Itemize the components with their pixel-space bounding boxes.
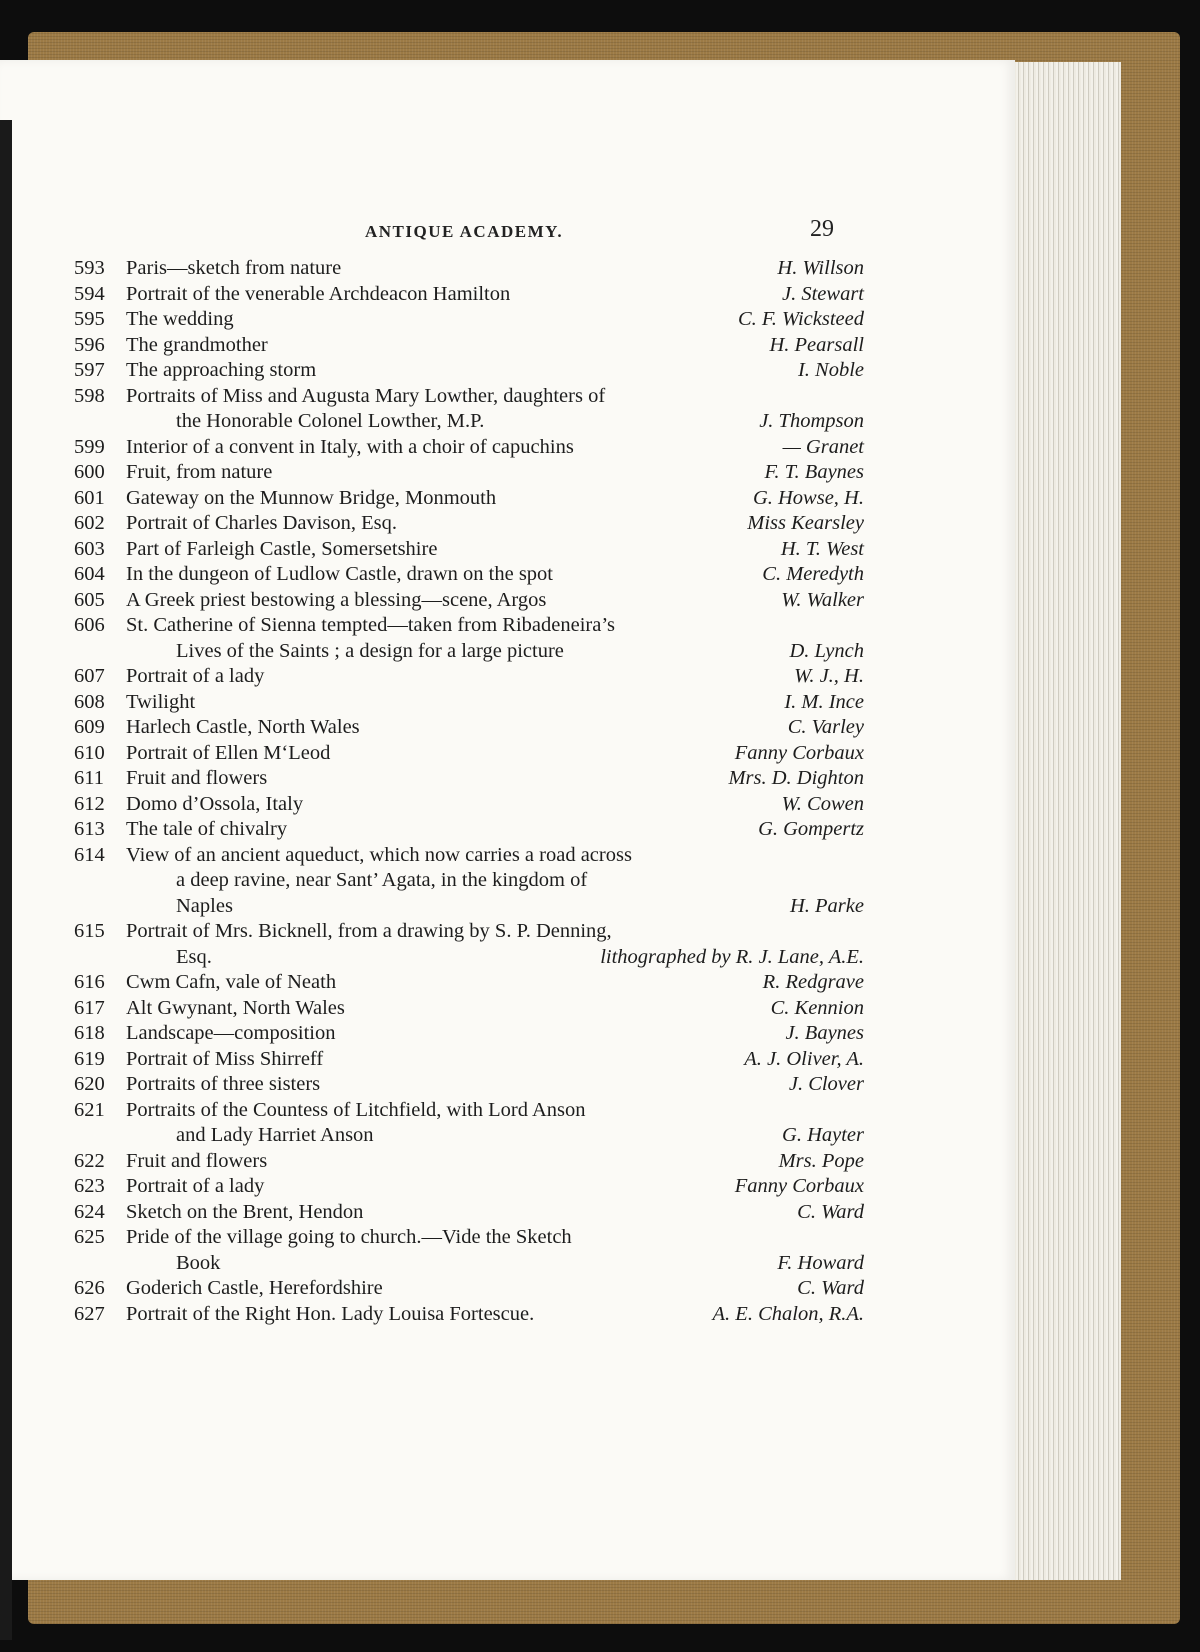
- entry-number: 626: [74, 1277, 105, 1299]
- entry-title: Portraits of Miss and Augusta Mary Lowther, daughters of: [126, 384, 606, 407]
- entry-title: Portrait of Ellen M‘Leod: [126, 741, 331, 764]
- entry-line: [74, 741, 864, 767]
- entry-artist: I. Noble: [797, 359, 864, 381]
- entry-number: 593: [74, 257, 105, 279]
- entry-line: [74, 919, 864, 945]
- entry-artist: H. T. West: [780, 537, 864, 560]
- entry-number: 610: [74, 741, 105, 764]
- entry-title: St. Catherine of Sienna tempted—taken from Ribadeneira’s: [126, 614, 616, 636]
- entry-line: [74, 1302, 864, 1328]
- entry-number: 596: [74, 333, 105, 356]
- entry-line: [74, 1149, 864, 1175]
- entry-title: Portrait of the Right Hon. Lady Louisa Fortescue.: [126, 1302, 535, 1325]
- entry-line: [74, 282, 864, 308]
- entry-line: [74, 435, 864, 461]
- entry-title: Portraits of three sisters: [126, 1073, 321, 1095]
- entry-continuation-line: [74, 409, 864, 435]
- entry-number: 615: [74, 920, 105, 942]
- entry-title: Portrait of Miss Shirreff: [126, 1047, 324, 1070]
- entry-artist: C. Kennion: [770, 996, 864, 1019]
- entry-number: 622: [74, 1149, 105, 1172]
- entry-title: Interior of a convent in Italy, with a choir of capuchins: [126, 435, 574, 458]
- entry-line: [74, 1098, 864, 1124]
- entry-line: [74, 1021, 864, 1047]
- entry-artist: — Granet: [782, 435, 864, 458]
- entry-line: [74, 562, 864, 588]
- entry-number: 613: [74, 818, 105, 840]
- entry-number: 598: [74, 384, 105, 407]
- entry-title: Esq.: [176, 945, 212, 968]
- entry-artist: I. M. Ince: [784, 690, 864, 713]
- entry-number: 614: [74, 843, 105, 866]
- entry-number: 621: [74, 1098, 105, 1121]
- entry-line: [74, 766, 864, 792]
- entry-title: Book: [176, 1251, 221, 1274]
- entry-artist: J. Stewart: [782, 282, 864, 305]
- entry-line: [74, 384, 864, 410]
- entry-artist: D. Lynch: [789, 639, 864, 662]
- entry-artist: J. Clover: [788, 1073, 864, 1095]
- entry-title: The wedding: [126, 308, 234, 330]
- entry-number: 600: [74, 461, 105, 483]
- entry-title: a deep ravine, near Sant’ Agata, in the kingdom of: [176, 869, 588, 891]
- entry-artist: lithographed by R. J. Lane, A.E.: [600, 945, 864, 968]
- entry-line: [74, 307, 864, 333]
- entry-artist: J. Baynes: [785, 1022, 864, 1044]
- entry-title: the Honorable Colonel Lowther, M.P.: [176, 410, 485, 432]
- entry-number: 612: [74, 792, 105, 815]
- entry-title: Sketch on the Brent, Hendon: [126, 1200, 364, 1223]
- entry-title: The grandmother: [126, 333, 268, 356]
- entry-title: Landscape—composition: [126, 1022, 336, 1044]
- entry-artist: Mrs. D. Dighton: [728, 767, 864, 789]
- entry-number: 595: [74, 308, 105, 330]
- entry-title: Portraits of the Countess of Litchfield, with Lord Anson: [126, 1098, 586, 1121]
- entry-line: [74, 1174, 864, 1200]
- entry-title: A Greek priest bestowing a blessing—scene, Argos: [126, 588, 547, 611]
- entry-title: Portrait of the venerable Archdeacon Hamilton: [126, 282, 511, 305]
- entry-artist: G. Howse, H.: [752, 486, 864, 509]
- entry-continuation-line: [74, 868, 864, 894]
- page-number: 29: [810, 216, 834, 242]
- entry-title: Fruit, from nature: [126, 461, 273, 483]
- entry-title: The approaching storm: [126, 359, 317, 381]
- entry-title: In the dungeon of Ludlow Castle, drawn on the spot: [126, 563, 554, 585]
- entry-title: Harlech Castle, North Wales: [126, 716, 360, 738]
- entry-artist: C. Meredyth: [762, 563, 864, 585]
- entry-title: Pride of the village going to church.—Vide the Sketch: [126, 1226, 572, 1248]
- entry-number: 618: [74, 1022, 105, 1044]
- entry-artist: J. Thompson: [759, 410, 864, 432]
- entry-continuation-line: [74, 945, 864, 971]
- entry-number: 625: [74, 1226, 105, 1248]
- entry-number: 624: [74, 1200, 105, 1223]
- entry-line: [74, 588, 864, 614]
- entry-number: 609: [74, 716, 105, 738]
- entry-artist: G. Gompertz: [758, 818, 864, 840]
- entry-title: Gateway on the Munnow Bridge, Monmouth: [126, 486, 497, 509]
- entry-artist: C. Ward: [797, 1277, 864, 1299]
- entry-artist: H. Pearsall: [769, 333, 864, 356]
- entry-title: View of an ancient aqueduct, which now carries a road across: [126, 843, 632, 866]
- entry-artist: C. Ward: [797, 1200, 864, 1223]
- catalogue-entries: [74, 256, 864, 1327]
- entry-title: Paris—sketch from nature: [126, 257, 342, 279]
- entry-number: 601: [74, 486, 105, 509]
- entry-line: [74, 256, 864, 282]
- entry-title: Naples: [176, 894, 233, 917]
- entry-line: [74, 843, 864, 869]
- entry-line: [74, 511, 864, 537]
- entry-number: 597: [74, 359, 105, 381]
- entry-line: [74, 817, 864, 843]
- entry-number: 602: [74, 512, 105, 534]
- entry-line: [74, 537, 864, 563]
- entry-title: Fruit and flowers: [126, 767, 268, 789]
- entry-number: 605: [74, 588, 105, 611]
- entry-number: 627: [74, 1302, 105, 1325]
- entry-title: Alt Gwynant, North Wales: [126, 996, 345, 1019]
- entry-artist: C. F. Wicksteed: [737, 308, 864, 330]
- spine-shadow: [0, 120, 12, 1640]
- entry-number: 611: [74, 767, 104, 789]
- entry-line: [74, 792, 864, 818]
- entry-number: 617: [74, 996, 105, 1019]
- page-edges: [1010, 62, 1121, 1580]
- entry-title: The tale of chivalry: [126, 818, 288, 840]
- entry-title: Portrait of Mrs. Bicknell, from a drawing by S. P. Denning,: [126, 920, 612, 942]
- entry-line: [74, 664, 864, 690]
- entry-line: [74, 1225, 864, 1251]
- entry-number: 599: [74, 435, 105, 458]
- entry-artist: Miss Kearsley: [747, 512, 864, 534]
- entry-number: 620: [74, 1073, 105, 1095]
- entry-artist: W. Walker: [781, 588, 864, 611]
- entry-artist: G. Hayter: [782, 1124, 864, 1146]
- entry-artist: Mrs. Pope: [778, 1149, 864, 1172]
- entry-continuation-line: [74, 1123, 864, 1149]
- entry-artist: R. Redgrave: [762, 971, 864, 993]
- entry-line: [74, 486, 864, 512]
- entry-title: Portrait of a lady: [126, 1175, 265, 1197]
- entry-line: [74, 613, 864, 639]
- entry-continuation-line: [74, 894, 864, 920]
- entry-line: [74, 970, 864, 996]
- entry-artist: H. Parke: [789, 894, 864, 917]
- entry-line: [74, 333, 864, 359]
- entry-title: Cwm Cafn, vale of Neath: [126, 971, 337, 993]
- entry-title: Goderich Castle, Herefordshire: [126, 1277, 383, 1299]
- entry-artist: F. Howard: [777, 1251, 864, 1274]
- entry-continuation-line: [74, 1251, 864, 1277]
- entry-number: 607: [74, 665, 105, 687]
- entry-artist: F. T. Baynes: [764, 461, 864, 483]
- entry-artist: H. Willson: [777, 257, 864, 279]
- entry-line: [74, 715, 864, 741]
- entry-number: 616: [74, 971, 105, 993]
- entry-artist: A. J. Oliver, A.: [744, 1047, 864, 1070]
- entry-title: and Lady Harriet Anson: [176, 1124, 374, 1146]
- running-title: ANTIQUE ACADEMY.: [365, 222, 564, 241]
- entry-title: Domo d’Ossola, Italy: [126, 792, 304, 815]
- entry-number: 623: [74, 1175, 105, 1197]
- entry-title: Portrait of Charles Davison, Esq.: [126, 512, 398, 534]
- entry-title: Lives of the Saints ; a design for a large picture: [176, 639, 564, 662]
- entry-line: [74, 358, 864, 384]
- entry-artist: Fanny Corbaux: [734, 741, 864, 764]
- entry-artist: C. Varley: [787, 716, 864, 738]
- entry-line: [74, 1276, 864, 1302]
- entry-number: 619: [74, 1047, 105, 1070]
- entry-title: Fruit and flowers: [126, 1149, 268, 1172]
- entry-title: Part of Farleigh Castle, Somersetshire: [126, 537, 438, 560]
- entry-number: 604: [74, 563, 105, 585]
- entry-continuation-line: [74, 639, 864, 665]
- entry-artist: W. Cowen: [781, 792, 864, 815]
- entry-title: Twilight: [126, 690, 196, 713]
- entry-artist: Fanny Corbaux: [734, 1175, 864, 1197]
- entry-artist: W. J., H.: [794, 665, 864, 687]
- entry-line: [74, 460, 864, 486]
- entry-number: 606: [74, 614, 105, 636]
- entry-title: Portrait of a lady: [126, 665, 265, 687]
- entry-line: [74, 1047, 864, 1073]
- entry-line: [74, 1200, 864, 1226]
- page-header: [0, 210, 1015, 250]
- entry-number: 603: [74, 537, 105, 560]
- entry-line: [74, 996, 864, 1022]
- entry-line: [74, 690, 864, 716]
- entry-number: 594: [74, 282, 105, 305]
- entry-line: [74, 1072, 864, 1098]
- entry-number: 608: [74, 690, 105, 713]
- entry-artist: A. E. Chalon, R.A.: [712, 1302, 864, 1325]
